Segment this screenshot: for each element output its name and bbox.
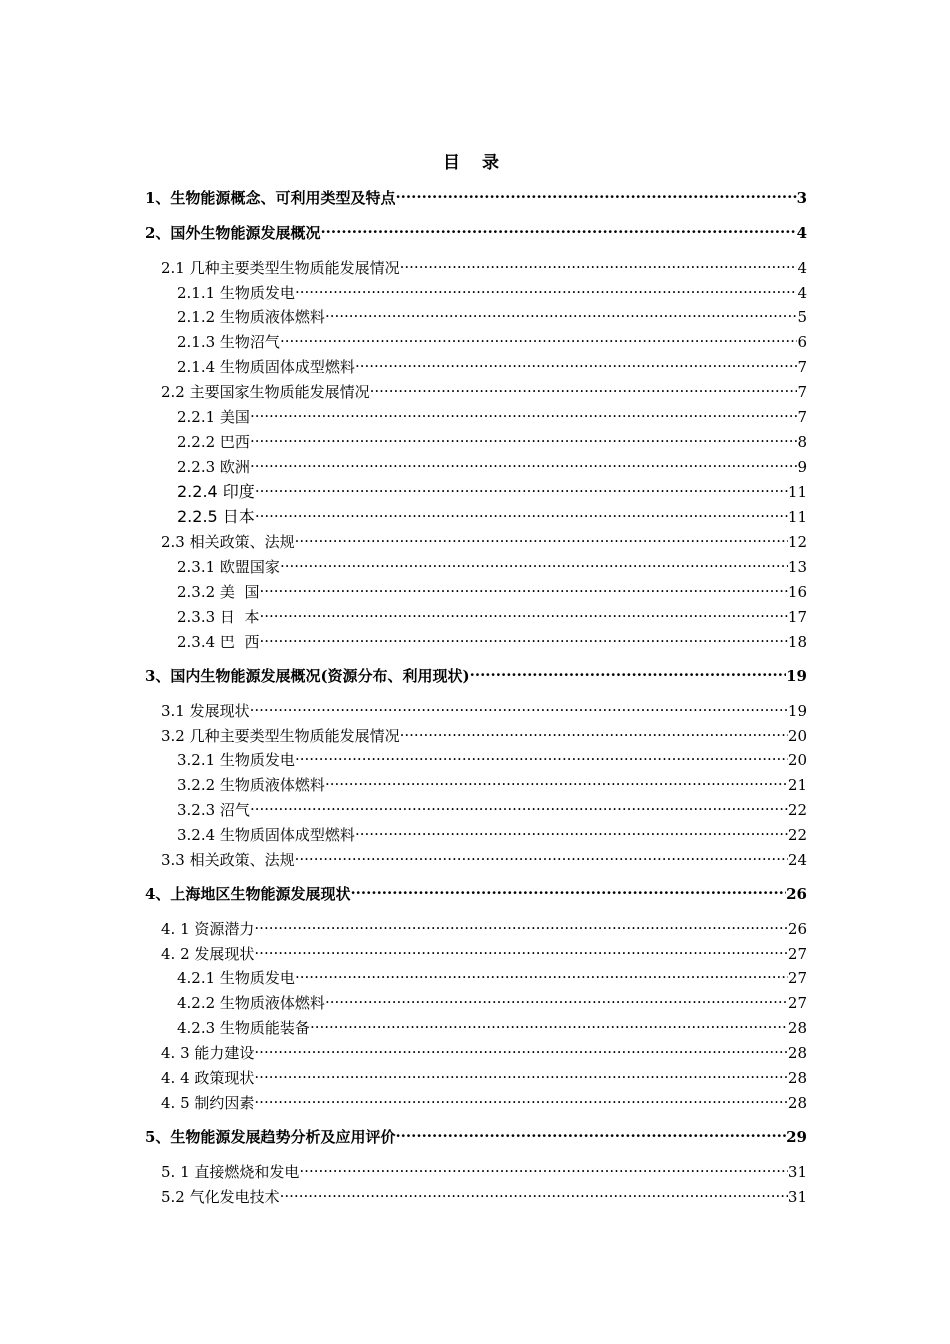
toc-entry-label: 2.2.3 欧洲 [177,458,250,476]
toc-entry-label: 4、上海地区生物能源发展现状 [145,885,351,903]
toc-page-number: 4 [797,284,807,302]
toc-entry[interactable] [177,552,807,576]
toc-entry-label: 2.1.1 生物质发电 [177,284,295,302]
toc-page-number: 29 [786,1128,807,1146]
toc-dot-leader [299,1157,788,1177]
toc-dot-leader [280,1182,788,1202]
toc-entry[interactable] [161,527,807,551]
toc-entry-label: 2.3.1 欧盟国家 [177,558,280,576]
toc-entry-label: 3、国内生物能源发展概况(资源分布、利用现状) [145,667,470,685]
toc-page-number: 28 [787,1044,807,1062]
toc-entry-label: 3.3 相关政策、法规 [161,851,295,869]
toc-entry[interactable] [177,452,807,476]
toc-page-number: 28 [787,1069,807,1087]
toc-page-number: 8 [797,433,807,451]
toc-dot-leader [254,1063,788,1083]
toc-entry[interactable] [177,427,807,451]
toc-page-number: 19 [786,667,807,685]
toc-dot-leader [355,820,788,840]
toc-dot-leader [255,477,788,497]
toc-entry[interactable] [177,477,807,501]
toc-dot-leader [250,427,798,447]
toc-dot-leader [259,602,787,622]
toc-entry-label: 3.2.4 生物质固体成型燃料 [177,826,355,844]
toc-entry-label: 2.1.4 生物质固体成型燃料 [177,358,355,376]
toc-dot-leader [280,552,788,572]
toc-entry-label: 2.3.4 巴 西 [177,633,260,651]
toc-dot-leader [250,452,798,472]
toc-dot-leader [470,661,786,681]
toc-entry[interactable] [145,183,807,207]
toc-page-number: 18 [787,633,807,651]
toc-page-number: 22 [787,826,807,844]
toc-entry-label: 3.1 发展现状 [161,702,250,720]
toc-dot-leader [254,1088,788,1108]
toc-page-number: 28 [787,1019,807,1037]
toc-page-number: 16 [787,583,807,601]
toc-entry-label: 4. 5 制约因素 [161,1094,255,1112]
toc-dot-leader [395,1122,786,1142]
toc-entry-label: 2.3 相关政策、法规 [161,533,295,551]
toc-page-number: 3 [796,189,807,207]
toc-entry[interactable] [177,963,807,987]
toc-entry-label: 4. 1 资源潜力 [161,920,255,938]
toc-entry[interactable] [177,302,807,326]
toc-dot-leader [295,745,788,765]
toc-entry[interactable] [161,1182,807,1206]
toc-entry[interactable] [161,696,807,720]
toc-dot-leader [310,1013,788,1033]
toc-entry-label: 4.2.1 生物质发电 [177,969,295,987]
toc-entry-label: 2.1.2 生物质液体燃料 [177,308,325,326]
toc-entry[interactable] [177,402,807,426]
toc-page-number: 21 [787,776,807,794]
toc-page-number: 7 [797,408,807,426]
toc-entry[interactable] [177,820,807,844]
toc-page-number: 11 [787,483,807,501]
toc-entry[interactable] [161,845,807,869]
toc-dot-leader [280,327,798,347]
toc-entry-label: 3.2.1 生物质发电 [177,751,295,769]
toc-entry-label: 5、生物能源发展趋势分析及应用评价 [145,1128,396,1146]
toc-entry[interactable] [177,627,807,651]
toc-page-number: 4 [797,259,807,277]
toc-dot-leader [254,914,788,934]
toc-dot-leader [355,352,798,372]
toc-entry-label: 4.2.2 生物质液体燃料 [177,994,325,1012]
toc-entry-label: 4. 2 发展现状 [161,945,255,963]
toc-entry[interactable] [177,795,807,819]
toc-dot-leader [250,696,788,716]
toc-page-number: 26 [787,920,807,938]
toc-entry-label: 2.3.2 美 国 [177,583,260,601]
toc-dot-leader [259,577,787,597]
toc-entry[interactable] [161,721,807,745]
toc-entry[interactable] [177,352,807,376]
toc-entry-label: 2.2.1 美国 [177,408,250,426]
toc-dot-leader [400,721,788,741]
toc-page-number: 4 [796,224,807,242]
toc-dot-leader [295,963,788,983]
toc-entry-label: 3.2 几种主要类型生物质能发展情况 [161,727,400,745]
toc-title: 目 录 [443,153,507,173]
toc-entry[interactable] [145,218,807,242]
toc-entry-label: 2.3.3 日 本 [177,608,260,626]
toc-entry-label: 5.2 气化发电技术 [161,1188,280,1206]
toc-page-number: 31 [787,1163,807,1181]
toc-entry[interactable] [161,377,807,401]
toc-entry[interactable] [177,327,807,351]
toc-page-number: 27 [787,994,807,1012]
toc-entry-label: 2.1.3 生物沼气 [177,333,280,351]
toc-page-number: 11 [787,508,807,526]
toc-page-number: 31 [787,1188,807,1206]
toc-entry-label: 2.2.2 巴西 [177,433,250,451]
toc-dot-leader [295,527,788,547]
toc-dot-leader [295,278,798,298]
toc-dot-leader [325,302,798,322]
toc-entry[interactable] [145,879,807,903]
toc-dot-leader [400,253,798,273]
toc-entry-label: 2.2.5 日本 [177,507,255,526]
toc-page-number: 28 [787,1094,807,1112]
toc-entry[interactable] [161,1038,807,1062]
toc-entry-label: 2.2 主要国家生物质能发展情况 [161,383,370,401]
toc-dot-leader [325,988,788,1008]
toc-entry-label: 1、生物能源概念、可利用类型及特点 [145,189,396,207]
toc-entry-label: 5. 1 直接燃烧和发电 [161,1163,300,1181]
toc-dot-leader [250,795,788,815]
toc-entry[interactable] [177,602,807,626]
toc-entry[interactable] [145,1122,807,1146]
toc-entry-label: 3.2.3 沼气 [177,801,250,819]
toc-entry[interactable] [177,577,807,601]
toc-page-number: 12 [787,533,807,551]
toc-entry-label: 2.1 几种主要类型生物质能发展情况 [161,259,400,277]
toc-dot-leader [254,1038,788,1058]
toc-entry[interactable] [177,278,807,302]
toc-page-number: 17 [787,608,807,626]
toc-dot-leader [254,939,788,959]
toc-page-number: 9 [797,458,807,476]
toc-dot-leader [295,845,788,865]
toc-page-number: 7 [797,358,807,376]
toc-entry[interactable] [177,988,807,1012]
toc-entry[interactable] [177,502,807,526]
toc-entry-label: 2、国外生物能源发展概况 [145,224,321,242]
toc-entry[interactable] [177,745,807,769]
toc-dot-leader [395,183,796,203]
toc-page-number: 27 [787,945,807,963]
toc-dot-leader [250,402,798,422]
toc-page-number: 22 [787,801,807,819]
toc-entry-label: 4. 4 政策现状 [161,1069,255,1087]
toc-dot-leader [350,879,786,899]
toc-entry[interactable] [161,1088,807,1112]
toc-dot-leader [370,377,798,397]
toc-page-number: 13 [787,558,807,576]
toc-page-number: 19 [787,702,807,720]
toc-page-number: 7 [797,383,807,401]
toc-page-number: 20 [787,751,807,769]
toc-entry[interactable] [145,661,807,685]
toc-entry-label: 3.2.2 生物质液体燃料 [177,776,325,794]
toc-page-number: 5 [797,308,807,326]
toc-entry-label: 4. 3 能力建设 [161,1044,255,1062]
toc-entry[interactable] [161,1063,807,1087]
toc-entry[interactable] [161,253,807,277]
toc-dot-leader [320,218,796,238]
toc-page-number: 26 [786,885,807,903]
toc-dot-leader [259,627,787,647]
toc-page-number: 27 [787,969,807,987]
toc-entry[interactable] [161,914,807,938]
toc-entry[interactable] [177,1013,807,1037]
toc-entry-label: 2.2.4 印度 [177,482,255,501]
toc-page-number: 6 [797,333,807,351]
toc-entry[interactable] [161,939,807,963]
toc-dot-leader [255,502,788,522]
toc-page-number: 24 [787,851,807,869]
toc-page-number: 20 [787,727,807,745]
toc-entry[interactable] [161,1157,807,1181]
toc-dot-leader [325,770,788,790]
toc-entry-label: 4.2.3 生物质能装备 [177,1019,310,1037]
toc-entry[interactable] [177,770,807,794]
